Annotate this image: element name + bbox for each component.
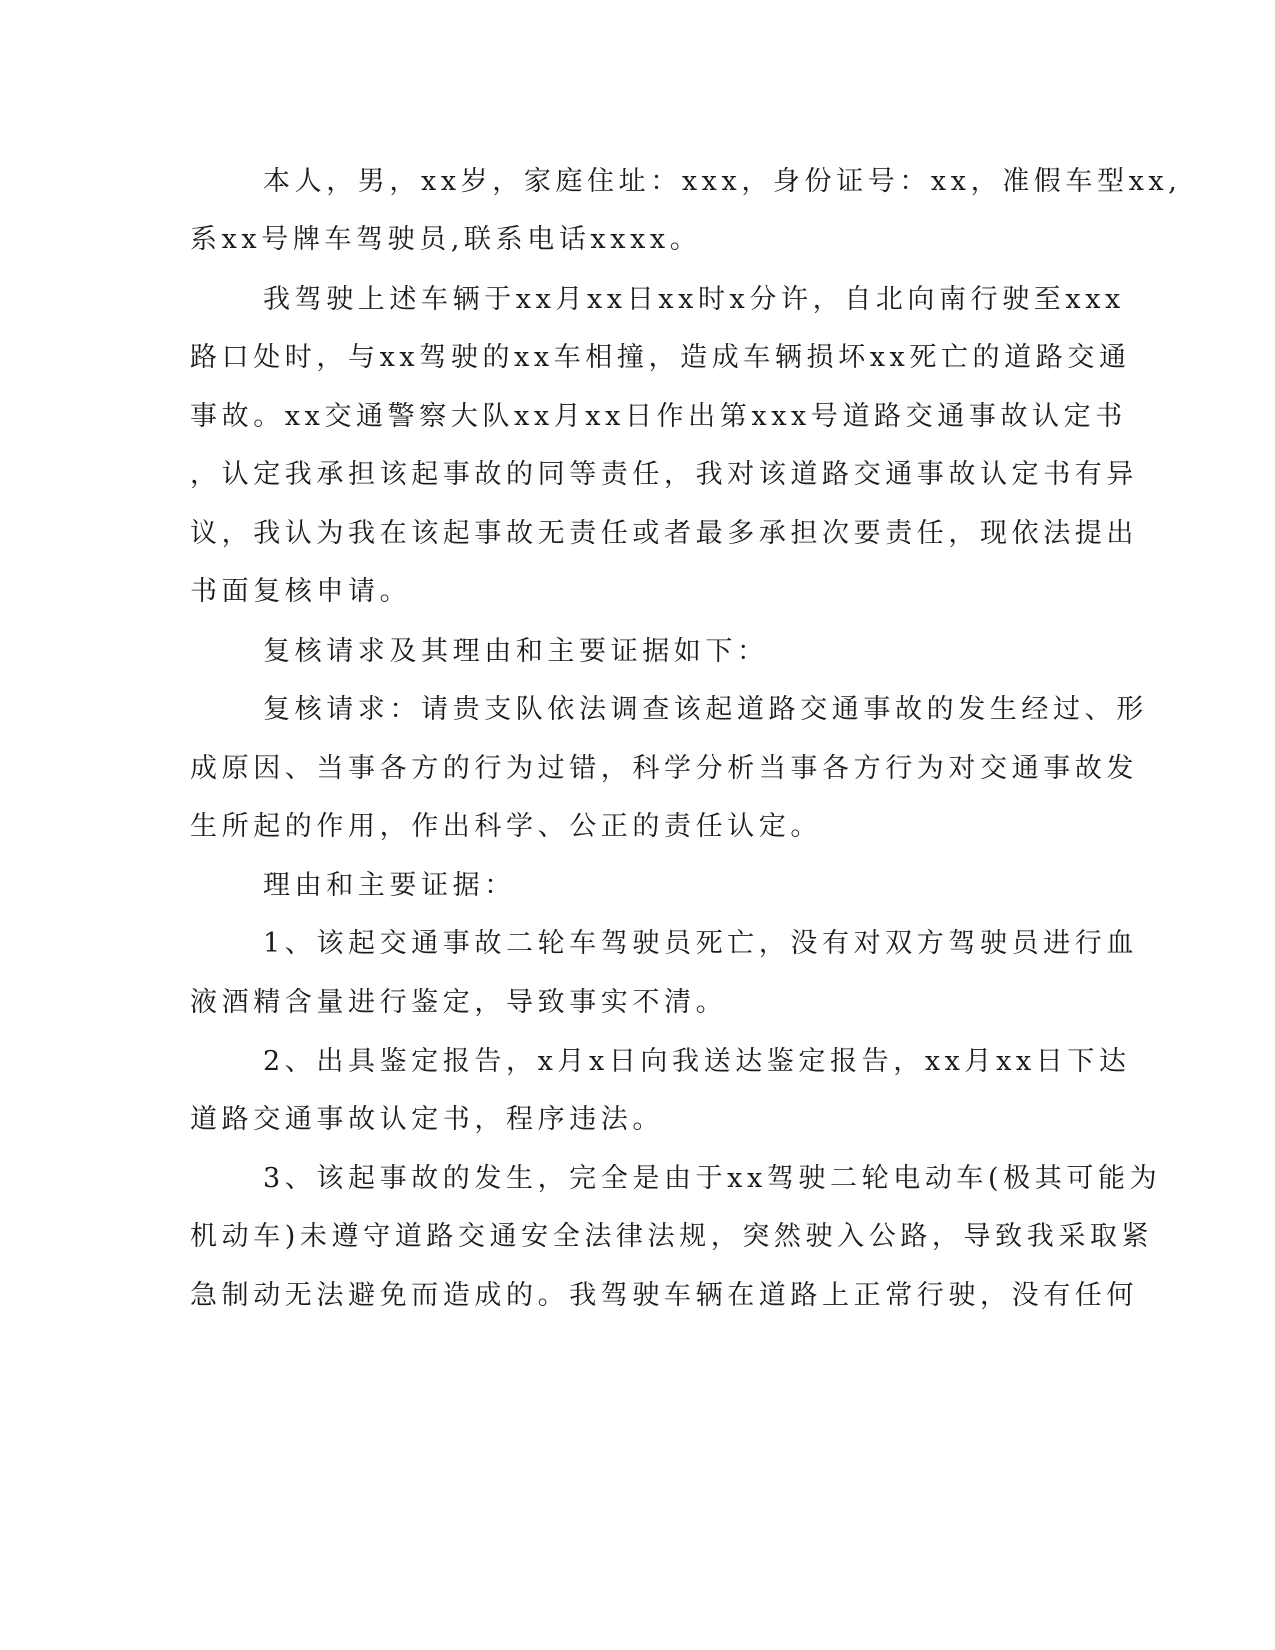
text-line: 急制动无法避免而造成的。我驾驶车辆在道路上正常行驶，没有任何 <box>190 1280 1138 1311</box>
text-line: 复核请求：请贵支队依法调查该起道路交通事故的发生经过、形 <box>263 694 1148 725</box>
text-line: 路口处时，与xx驾驶的xx车相撞，造成车辆损坏xx死亡的道路交通 <box>190 342 1131 373</box>
text-line: 3、该起事故的发生，完全是由于xx驾驶二轮电动车(极其可能为 <box>263 1163 1162 1194</box>
text-line: 系xx号牌车驾驶员,联系电话xxxx。 <box>190 224 702 255</box>
text-line: 议，我认为我在该起事故无责任或者最多承担次要责任，现依法提出 <box>190 518 1138 549</box>
text-line: 我驾驶上述车辆于xx月xx日xx时x分许，自北向南行驶至xxx <box>263 284 1125 315</box>
text-line: 2、出具鉴定报告，x月x日向我送达鉴定报告，xx月xx日下达 <box>263 1046 1131 1077</box>
text-line: 事故。xx交通警察大队xx月xx日作出第xxx号道路交通事故认定书 <box>190 401 1127 432</box>
text-line: 复核请求及其理由和主要证据如下： <box>263 636 769 667</box>
text-line: 道路交通事故认定书，程序违法。 <box>190 1104 664 1135</box>
text-line: 液酒精含量进行鉴定，导致事实不清。 <box>190 987 728 1018</box>
text-line: 书面复核申请。 <box>190 576 412 607</box>
text-line: 1、该起交通事故二轮车驾驶员死亡，没有对双方驾驶员进行血 <box>263 928 1138 959</box>
text-line: 理由和主要证据： <box>263 870 516 901</box>
text-line: 机动车)未遵守道路交通安全法律法规，突然驶入公路，导致我采取紧 <box>190 1221 1154 1252</box>
text-line: 生所起的作用，作出科学、公正的责任认定。 <box>190 811 822 842</box>
text-line: 本人，男，xx岁，家庭住址：xxx，身份证号：xx，准假车型xx, <box>263 166 1182 197</box>
text-line: ，认定我承担该起事故的同等责任，我对该道路交通事故认定书有异 <box>190 459 1138 490</box>
text-line: 成原因、当事各方的行为过错，科学分析当事各方行为对交通事故发 <box>190 753 1138 784</box>
